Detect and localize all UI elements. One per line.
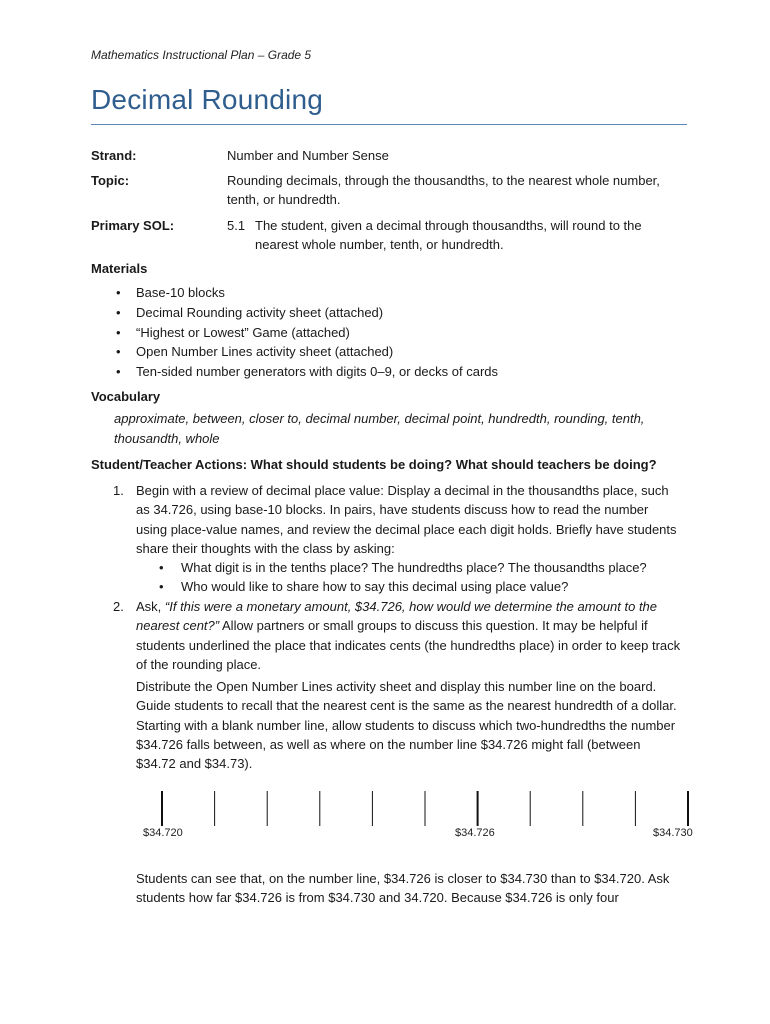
sol-label: Primary SOL: <box>91 218 175 233</box>
step-2-rest: Allow partners or small groups to discuss this question. It may be helpful if students underlined the place that indicates cents (the hundredths place) in order to keep track of the rounding place. <box>136 618 681 672</box>
materials-list <box>91 283 651 382</box>
step-2-lead: Ask, <box>136 599 165 614</box>
step-number: 2. <box>113 599 124 614</box>
list-item: • Open Number Lines activity sheet (attached) <box>91 342 651 362</box>
step-1-body <box>136 481 681 597</box>
list-item: • Ten-sided number generators with digits 0–9, or decks of cards <box>91 362 651 382</box>
list-item: • Base-10 blocks <box>91 283 651 303</box>
step-2-paragraph-3: Students can see that, on the number line, $34.726 is closer to $34.730 than to $34.720. Ask students how far $34.726 is from $34.730 and 34.720. Because $34.726 is only four <box>136 871 670 906</box>
number-line <box>0 780 770 850</box>
actions-heading: Student/Teacher Actions: What should students be doing? What should teachers be doing? <box>91 457 657 472</box>
running-header: Mathematics Instructional Plan – Grade 5 <box>91 48 312 62</box>
title-underline <box>91 124 687 125</box>
step-1-text: Begin with a review of decimal place value: Display a decimal in the thousandths place, such as 34.726, using base-10 blocks. In pairs, have students discuss how to read the number using place-value names, and review the decimal place each digit holds. Briefly have students share their thoughts with the class by asking: <box>136 483 677 556</box>
vocabulary-text: approximate, between, closer to, decimal number, decimal point, hundredth, rounding, tenth, thousandth, whole <box>114 411 645 446</box>
list-item: • Who would like to share how to say this decimal using place value? <box>136 577 681 596</box>
number-line-end-label: $34.730 <box>653 827 693 839</box>
strand-label: Strand: <box>91 148 137 163</box>
sol-text: The student, given a decimal through thousandths, will round to the nearest whole number, tenth, or hundredth. <box>255 218 642 252</box>
list-item: • “Highest or Lowest” Game (attached) <box>91 323 651 343</box>
number-line-start-label: $34.720 <box>143 827 183 839</box>
topic-value: Rounding decimals, through the thousandths, to the nearest whole number, tenth, or hundredth. <box>227 173 660 207</box>
step-2-quote: “If this were a monetary amount, $34.726, how would we determine the amount to the nearest cent?” <box>136 599 658 634</box>
strand-value: Number and Number Sense <box>227 148 389 163</box>
vocabulary-heading: Vocabulary <box>91 389 161 404</box>
page-title: Decimal Rounding <box>91 84 323 115</box>
step-2-body <box>136 597 681 674</box>
topic-label: Topic: <box>91 173 130 188</box>
materials-heading: Materials <box>91 261 148 276</box>
list-item: • Decimal Rounding activity sheet (attached) <box>91 303 651 323</box>
step-number: 1. <box>113 483 124 498</box>
list-item: • What digit is in the tenths place? The hundredths place? The thousandths place? <box>136 558 681 577</box>
number-line-mid-label: $34.726 <box>455 827 495 839</box>
sol-number: 5.1 <box>227 218 246 233</box>
step-1-questions <box>136 558 681 597</box>
step-2-paragraph-2: Distribute the Open Number Lines activity sheet and display this number line on the board. Guide students to recall that the nearest cent is the same as the nearest hundredth of a dollar. Starting with a blank number line, allow students to discuss which two-hundredths the number $34.726 falls between, as well as where on the number line $34.726 might fall (between $34.72 and $34.73). <box>136 679 677 772</box>
